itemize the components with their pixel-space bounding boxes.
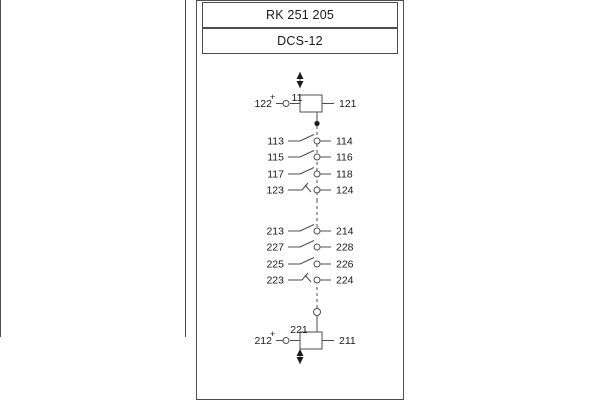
terminal-label-118: 118 [336,168,353,181]
coil-2-label: 221 [290,324,308,336]
coil-2-link-node [314,309,321,316]
terminal-label-123: 123 [266,184,284,197]
terminal-label-113: 113 [267,135,284,148]
terminal-label-224: 224 [336,274,354,287]
contact-115-blade [300,151,314,158]
coil-2-left-terminal-node [283,338,289,344]
terminal-label-122: 122 [254,98,272,110]
bus-junction-dot-1 [314,121,319,126]
contact-223-nc-bar [305,275,311,282]
coil-1-body [300,95,322,112]
terminal-label-223: 223 [266,274,284,287]
terminal-label-114: 114 [336,135,353,148]
contact-214-node [314,228,320,234]
contact-213-blade [300,225,314,232]
terminal-label-227: 227 [266,241,284,254]
terminal-label-212: 212 [254,335,272,347]
page-subtitle: DCS-12 [277,34,323,48]
coil-2-polarity-mark: + [270,329,276,339]
contact-116-node [314,154,320,160]
contact-224-node [314,277,320,283]
contact-123-nc-bar [305,185,311,192]
terminal-label-211: 211 [339,335,356,347]
coil-1-label: 11 [291,92,303,104]
coil-1-arrow-up [297,72,304,79]
contact-228-node [314,244,320,250]
contact-113-blade [300,135,314,142]
terminal-label-115: 115 [267,151,284,164]
terminal-label-225: 225 [266,258,284,271]
terminal-label-124: 124 [336,184,354,197]
contact-118-node [314,171,320,177]
terminal-label-226: 226 [336,258,354,271]
terminal-label-228: 228 [336,241,354,254]
terminal-label-116: 116 [336,151,353,164]
coil-2-arrow-up [297,349,304,356]
terminal-label-214: 214 [336,225,354,238]
terminal-label-213: 213 [266,225,284,238]
contact-124-node [314,187,320,193]
contact-117-blade [300,168,314,175]
coil-1-polarity-mark: + [270,92,276,102]
contact-223-blade [302,273,308,280]
coil-2-arrow-down [297,357,304,364]
terminal-label-117: 117 [267,168,284,181]
page-title: RK 251 205 [265,8,335,22]
coil-1-arrow-down [297,81,304,88]
terminal-label-121: 121 [339,98,357,110]
coil-1-left-terminal-node [283,101,289,107]
contact-123-blade [302,183,308,190]
contact-226-node [314,261,320,267]
contact-114-node [314,138,320,144]
contact-227-blade [300,241,314,248]
contact-225-blade [300,258,314,265]
